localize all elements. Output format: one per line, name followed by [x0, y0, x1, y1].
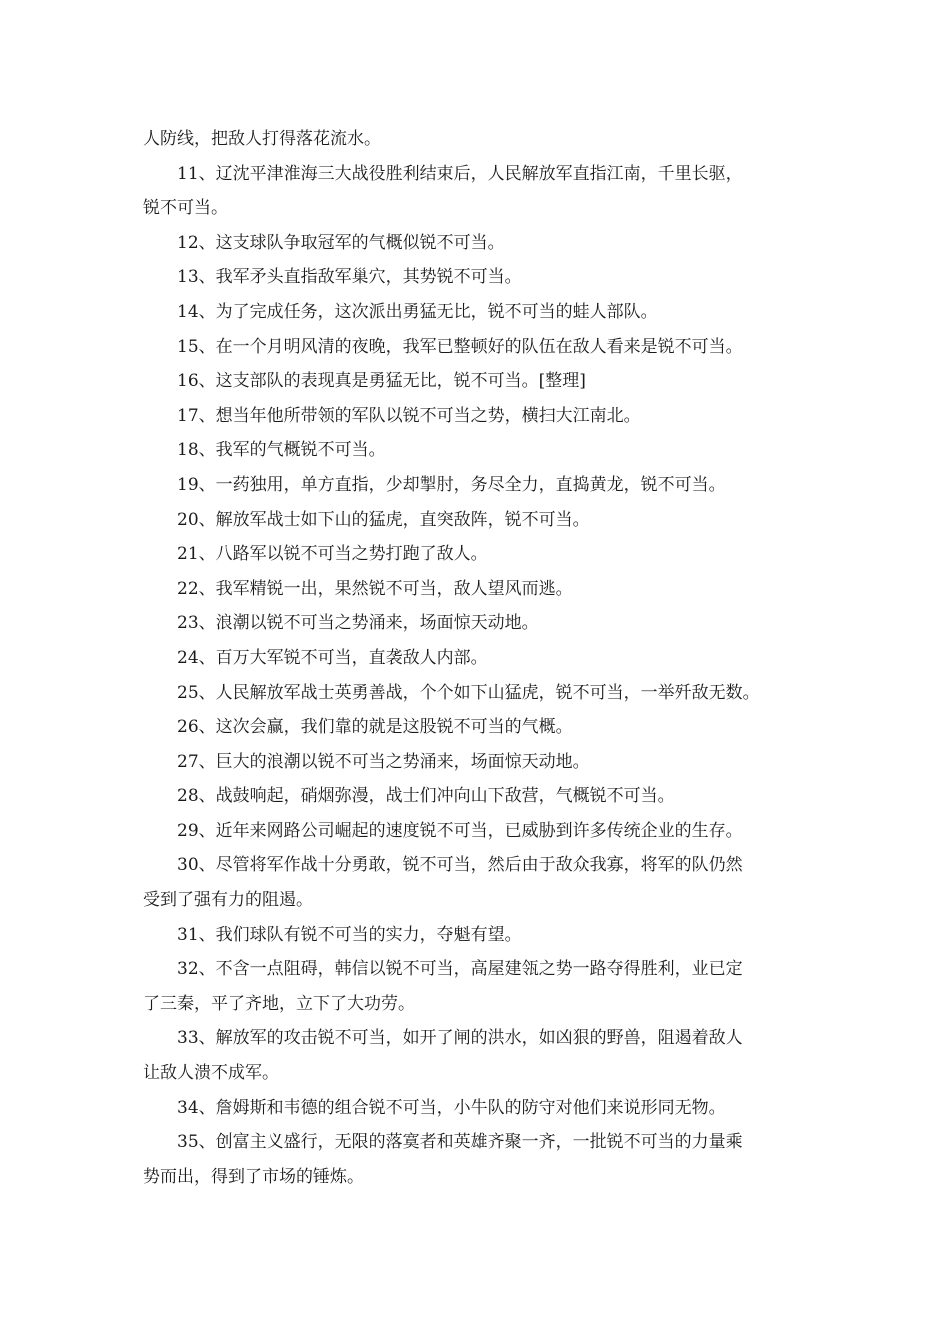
paragraph: [143, 399, 808, 434]
text-line: 让敌人溃不成军。: [143, 1063, 279, 1084]
paragraph: [143, 503, 808, 538]
paragraph: [143, 606, 808, 641]
text-line: 26、这次会赢，我们靠的就是这股锐不可当的气概。: [177, 717, 573, 738]
text-line: 了三秦，平了齐地，立下了大功劳。: [143, 993, 415, 1014]
paragraph: [143, 260, 808, 295]
text-line: 12、这支球队争取冠军的气概似锐不可当。: [177, 232, 505, 253]
text-line: 23、浪潮以锐不可当之势涌来，场面惊天动地。: [177, 613, 539, 634]
text-line: 30、尽管将军作战十分勇敢，锐不可当，然后由于敌众我寡，将军的队仍然: [177, 855, 743, 876]
text-line: 19、一药独用，单方直指，少却掣肘，务尽全力，直捣黄龙，锐不可当。: [177, 474, 726, 495]
text-line: 16、这支部队的表现真是勇猛无比，锐不可当。[整理]: [177, 371, 586, 392]
text-line: 27、巨大的浪潮以锐不可当之势涌来，场面惊天动地。: [177, 751, 590, 772]
text-line: 21、八路军以锐不可当之势打跑了敌人。: [177, 544, 488, 565]
text-line: 22、我军精锐一出，果然锐不可当，敌人望风而逃。: [177, 578, 573, 599]
text-line: 29、近年来网路公司崛起的速度锐不可当，已威胁到许多传统企业的生存。: [177, 820, 743, 841]
paragraph: [143, 122, 808, 157]
text-line: 人防线，把敌人打得落花流水。: [143, 129, 381, 149]
paragraph: [143, 364, 808, 399]
text-line: 13、我军矛头直指敌军巢穴，其势锐不可当。: [177, 267, 522, 288]
text-line: 35、创富主义盛行，无限的落寞者和英雄齐聚一齐，一批锐不可当的力量乘: [177, 1132, 743, 1153]
paragraph: [143, 1091, 808, 1126]
paragraph: [143, 676, 808, 711]
text-line: 32、不含一点阻碍，韩信以锐不可当，高屋建瓴之势一路夺得胜利，业已定: [177, 959, 743, 980]
text-line: 势而出，得到了市场的锤炼。: [143, 1166, 364, 1187]
paragraph: [143, 1021, 808, 1090]
text-line: 受到了强有力的阻遏。: [143, 890, 313, 911]
paragraph: [143, 1125, 808, 1194]
paragraph: [143, 330, 808, 365]
text-line: 17、想当年他所带领的军队以锐不可当之势，横扫大江南北。: [177, 405, 641, 426]
paragraph: [143, 433, 808, 468]
paragraph: [143, 572, 808, 607]
text-line: 11、辽沈平津淮海三大战役胜利结束后，人民解放军直指江南，千里长驱，: [177, 163, 743, 184]
paragraph: [143, 641, 808, 676]
paragraph: [143, 157, 808, 226]
text-line: 锐不可当。: [143, 198, 228, 219]
paragraph: [143, 952, 808, 1021]
paragraph: [143, 710, 808, 745]
paragraph: [143, 814, 808, 849]
text-line: 34、詹姆斯和韦德的组合锐不可当，小牛队的防守对他们来说形同无物。: [177, 1097, 726, 1118]
paragraph: [143, 295, 808, 330]
text-line: 28、战鼓响起，硝烟弥漫，战士们冲向山下敌营，气概锐不可当。: [177, 786, 675, 807]
document-page: [143, 122, 808, 1194]
text-line: 24、百万大军锐不可当，直袭敌人内部。: [177, 647, 488, 668]
text-line: 25、人民解放军战士英勇善战，个个如下山猛虎，锐不可当，一举歼敌无数。: [177, 682, 760, 703]
paragraph: [143, 745, 808, 780]
paragraph: [143, 468, 808, 503]
paragraph: [143, 918, 808, 953]
text-line: 14、为了完成任务，这次派出勇猛无比，锐不可当的蛙人部队。: [177, 301, 658, 322]
paragraph: [143, 226, 808, 261]
text-line: 33、解放军的攻击锐不可当，如开了闸的洪水，如凶狠的野兽，阻遏着敌人: [177, 1028, 743, 1049]
text-line: 20、解放军战士如下山的猛虎，直突敌阵，锐不可当。: [177, 509, 590, 530]
paragraph: [143, 537, 808, 572]
text-line: 31、我们球队有锐不可当的实力，夺魁有望。: [177, 924, 522, 945]
text-line: 15、在一个月明风清的夜晚，我军已整顿好的队伍在敌人看来是锐不可当。: [177, 336, 743, 357]
paragraph: [143, 779, 808, 814]
paragraph: [143, 848, 808, 917]
text-line: 18、我军的气概锐不可当。: [177, 440, 386, 461]
